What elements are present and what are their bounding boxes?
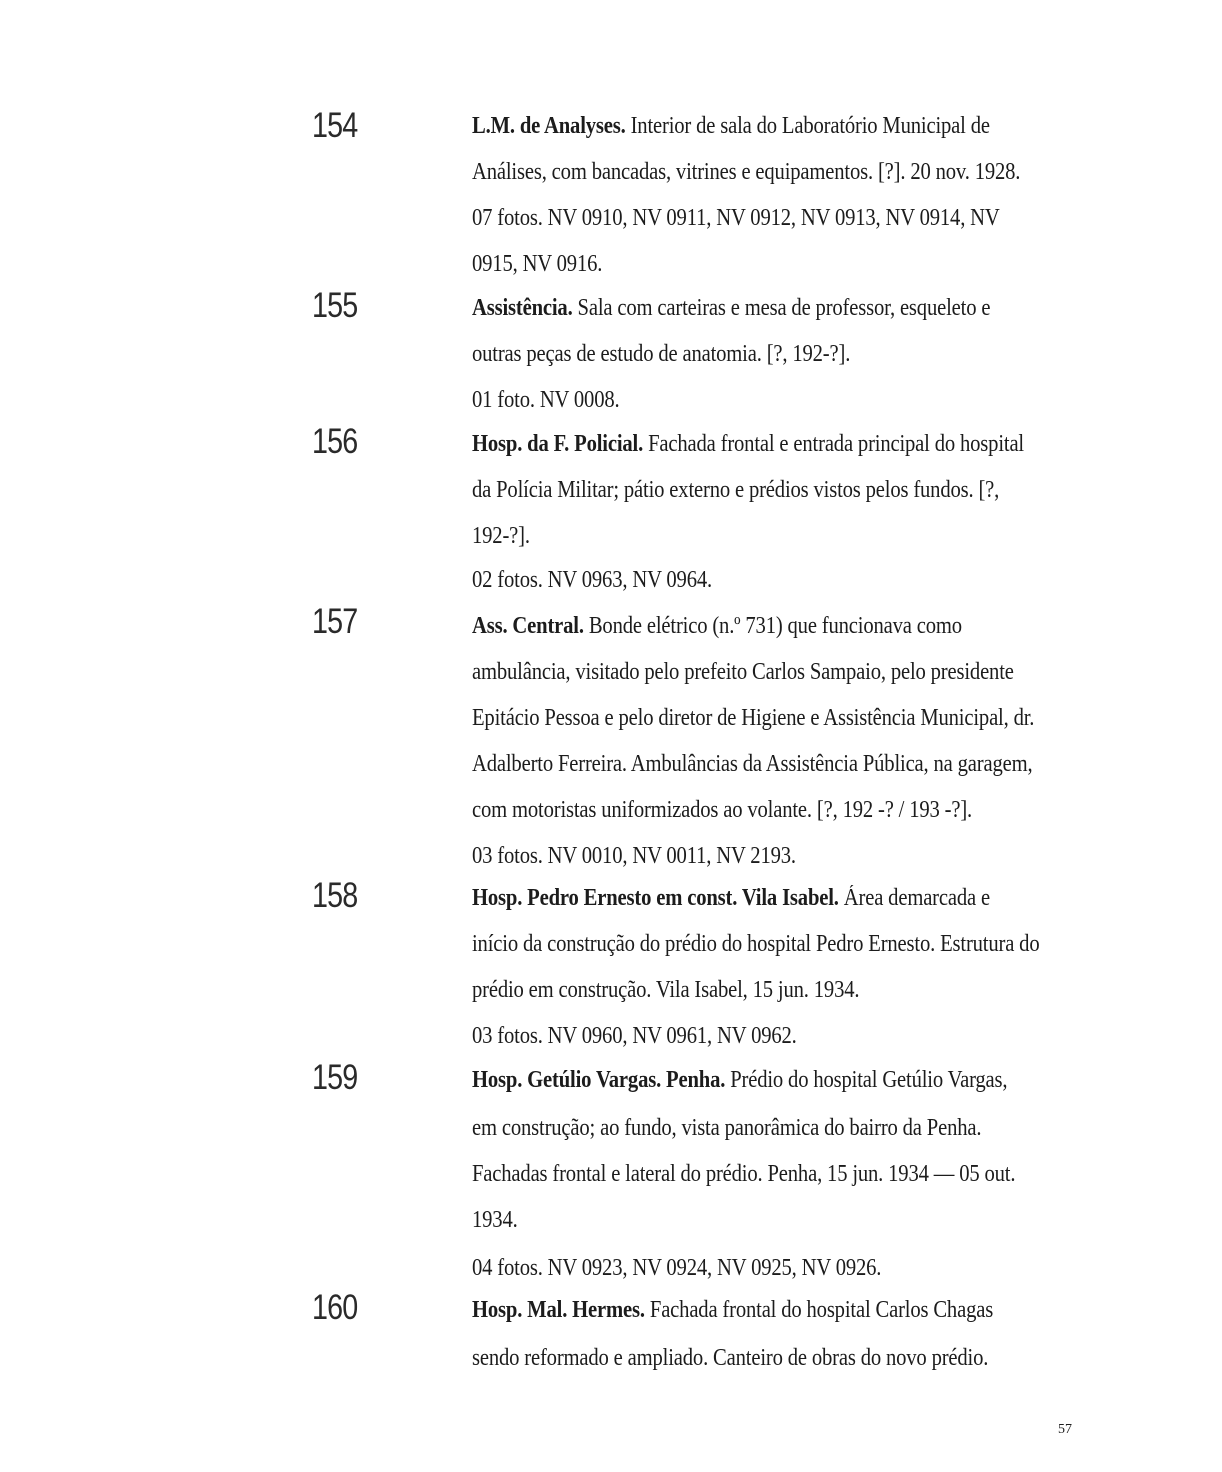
entry-reference-line: 01 foto. NV 0008. bbox=[472, 387, 620, 413]
entry-description-line bbox=[472, 1296, 993, 1324]
entry-number: 155 bbox=[312, 286, 358, 325]
entry-heading: Assistência. bbox=[472, 295, 573, 321]
entry-description-line: Fachadas frontal e lateral do prédio. Penha, 15 jun. 1934 — 05 out. bbox=[472, 1161, 1016, 1187]
entry-description-text: Fachada frontal do hospital Carlos Chagas bbox=[644, 1297, 994, 1323]
entry-description-line bbox=[472, 112, 990, 140]
entry-description-line bbox=[472, 612, 962, 640]
entry-heading: Ass. Central. bbox=[472, 613, 584, 639]
entry-description-line bbox=[472, 1066, 1007, 1094]
entry-description-line: ambulância, visitado pelo prefeito Carlos Sampaio, pelo presidente bbox=[472, 659, 1014, 685]
entry-reference-line: 0915, NV 0916. bbox=[472, 251, 603, 277]
entry-description-line: 1934. bbox=[472, 1207, 518, 1233]
entry-number: 160 bbox=[312, 1288, 358, 1327]
entry-heading: L.M. de Analyses. bbox=[472, 113, 626, 139]
entry-description-line bbox=[472, 294, 990, 322]
entry-description-text: Área demarcada e bbox=[838, 885, 990, 911]
entry-reference-line: 04 fotos. NV 0923, NV 0924, NV 0925, NV 0926. bbox=[472, 1255, 882, 1281]
entry-reference-line: 03 fotos. NV 0960, NV 0961, NV 0962. bbox=[472, 1023, 797, 1049]
entry-description-text: Fachada frontal e entrada principal do hospital bbox=[643, 431, 1024, 457]
entry-description-line: Análises, com bancadas, vitrines e equipamentos. [?]. 20 nov. 1928. bbox=[472, 159, 1021, 185]
entry-number: 159 bbox=[312, 1058, 358, 1097]
entry-description-line: Epitácio Pessoa e pelo diretor de Higiene e Assistência Municipal, dr. bbox=[472, 705, 1035, 731]
entry-description-text: Sala com carteiras e mesa de professor, esqueleto e bbox=[572, 295, 991, 321]
entry-description-text: Interior de sala do Laboratório Municipal de bbox=[625, 113, 990, 139]
entry-description-text: Prédio do hospital Getúlio Vargas, bbox=[725, 1067, 1008, 1093]
entry-description-line: início da construção do prédio do hospital Pedro Ernesto. Estrutura do bbox=[472, 931, 1040, 957]
entry-description-line: 192-?]. bbox=[472, 523, 530, 549]
entry-heading: Hosp. da F. Policial. bbox=[472, 431, 644, 457]
entry-number: 156 bbox=[312, 422, 358, 461]
entry-description-line: em construção; ao fundo, vista panorâmica do bairro da Penha. bbox=[472, 1115, 982, 1141]
entry-number: 157 bbox=[312, 602, 358, 641]
page-number: 57 bbox=[1058, 1422, 1072, 1437]
entry-reference-line: 03 fotos. NV 0010, NV 0011, NV 2193. bbox=[472, 843, 796, 869]
entry-description-line bbox=[472, 430, 1024, 458]
entry-number: 158 bbox=[312, 876, 358, 915]
entry-number: 154 bbox=[312, 106, 358, 145]
entry-description-line: da Polícia Militar; pátio externo e prédios vistos pelos fundos. [?, bbox=[472, 477, 1000, 503]
entry-heading: Hosp. Mal. Hermes. bbox=[472, 1297, 645, 1323]
entry-description-text: Bonde elétrico (n.º 731) que funcionava como bbox=[583, 613, 962, 639]
entry-description-line: outras peças de estudo de anatomia. [?, 192-?]. bbox=[472, 341, 851, 367]
entry-reference-line: 02 fotos. NV 0963, NV 0964. bbox=[472, 567, 712, 593]
entry-description-line: com motoristas uniformizados ao volante. [?, 192 -? / 193 -?]. bbox=[472, 797, 973, 823]
entry-description-line: Adalberto Ferreira. Ambulâncias da Assistência Pública, na garagem, bbox=[472, 751, 1033, 777]
entry-description-line: sendo reformado e ampliado. Canteiro de obras do novo prédio. bbox=[472, 1345, 989, 1371]
entry-reference-line: 07 fotos. NV 0910, NV 0911, NV 0912, NV 0913, NV 0914, NV bbox=[472, 205, 1000, 231]
entry-description-line: prédio em construção. Vila Isabel, 15 jun. 1934. bbox=[472, 977, 860, 1003]
entry-heading: Hosp. Pedro Ernesto em const. Vila Isabel. bbox=[472, 885, 839, 911]
entry-heading: Hosp. Getúlio Vargas. Penha. bbox=[472, 1067, 726, 1093]
entry-description-line bbox=[472, 884, 990, 912]
